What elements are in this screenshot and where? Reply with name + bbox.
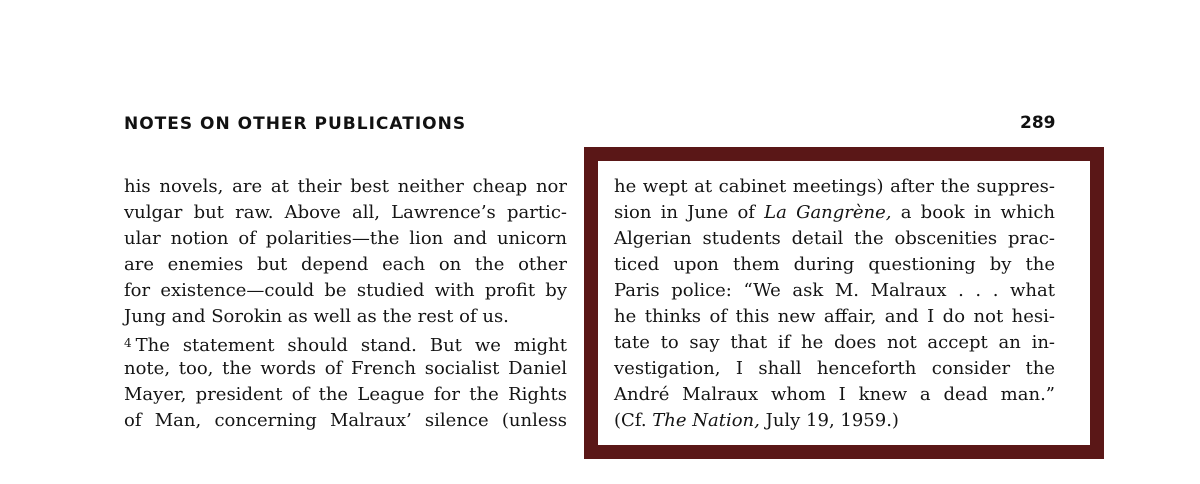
text-line: André Malraux whom I knew a dead man.” <box>614 384 1055 405</box>
left-text-column <box>124 174 567 434</box>
text-line: for existence—could be studied with profit by <box>124 280 567 301</box>
text-line: Paris police: “We ask M. Malraux . . . what <box>614 280 1055 301</box>
footnote-marker: 4 <box>124 336 132 350</box>
text-line: he wept at cabinet meetings) after the suppres- <box>614 176 1055 197</box>
text-line: vestigation, I shall henceforth consider the <box>614 358 1055 379</box>
text-line: tate to say that if he does not accept an in- <box>614 332 1055 353</box>
text-fragment: July 19, 1959.) <box>759 410 899 431</box>
citation-line <box>614 408 1055 434</box>
text-line: ular notion of polarities—the lion and unicorn <box>124 228 567 249</box>
publication-title: The Nation, <box>652 410 760 431</box>
text-line: ticed upon them during questioning by the <box>614 254 1055 275</box>
text-fragment: (Cf. <box>614 410 653 431</box>
text-fragment: sion in June of <box>614 202 765 223</box>
text-line: he thinks of this new affair, and I do not hesi- <box>614 306 1055 327</box>
text-line: Algerian students detail the obscenities prac- <box>614 228 1055 249</box>
text-line: note, too, the words of French socialist Daniel <box>124 358 567 379</box>
highlighted-text-column <box>614 174 1055 434</box>
book-title: La Gangrène, <box>764 202 892 223</box>
text-fragment: a book in which <box>891 202 1055 223</box>
text-line: are enemies but depend each on the other <box>124 254 567 275</box>
running-head: NOTES ON OTHER PUBLICATIONS <box>124 114 467 134</box>
text-line: vulgar but raw. Above all, Lawrence’s partic- <box>124 202 567 223</box>
page-number: 289 <box>1020 113 1056 133</box>
footnote-text: The statement should stand. But we might <box>135 335 567 356</box>
text-line: his novels, are at their best neither cheap nor <box>124 176 567 197</box>
text-line <box>614 200 1055 226</box>
text-line: of Man, concerning Malraux’ silence (unless <box>124 410 567 431</box>
footnote-line <box>124 330 567 356</box>
text-line: Jung and Sorokin as well as the rest of us. <box>124 306 509 327</box>
text-line: Mayer, president of the League for the Rights <box>124 384 567 405</box>
